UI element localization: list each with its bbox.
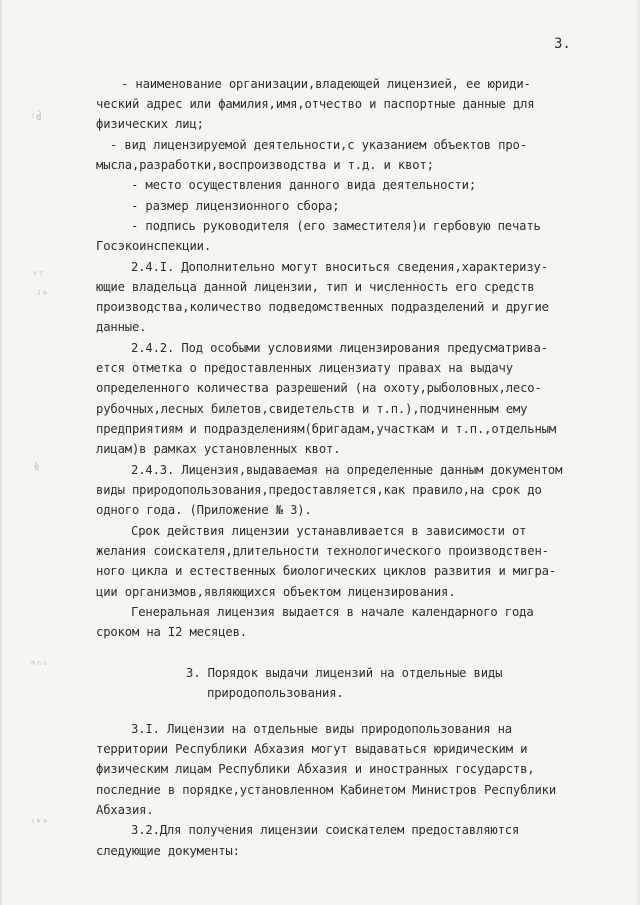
text-line: территории Республики Абхазия могут выдаваться юридическим и <box>96 742 528 756</box>
margin-mark: ᴵᵇ <box>36 290 49 301</box>
text-line: - подпись руководителя (его заместителя)и гербовую печать <box>131 219 541 233</box>
text-line: ющие владельца данной лицензии, тип и численность его средств <box>96 280 535 294</box>
text-line: одного года. (Приложение № 3). <box>96 503 312 517</box>
section-heading: природопользования. <box>207 686 344 700</box>
text-line: Генеральная лицензия выдается в начале календарного года <box>131 605 534 619</box>
text-line: Срок действия лицензии устанавливается в зависимости от <box>131 524 527 538</box>
text-line: Абхазия. <box>96 803 154 817</box>
margin-mark: ᵒᵎ <box>32 270 45 281</box>
text-line: 3.I. Лицензии на отдельные виды природопользования на <box>131 722 512 736</box>
text-line: ческий адрес или фамилия,имя,отчество и паспортные данные для <box>96 97 535 111</box>
margin-mark: ᶦᵏᵊ <box>30 818 49 829</box>
page-number: 3. <box>554 36 571 52</box>
margin-mark: ᵊⁿⁱ <box>30 660 49 671</box>
text-line: следующие документы: <box>96 844 240 858</box>
text-line: - наименование организации,владеющей лицензией, ее юриди- <box>121 77 531 91</box>
text-line: последние в порядке,установленном Кабинетом Министров Республики <box>96 783 556 797</box>
margin-mark: ᵎɗ̀ <box>30 112 43 123</box>
text-line: физическим лицам Республики Абхазия и иностранных государств, <box>96 762 535 776</box>
text-line: виды природопользования,предоставляется,как правило,на срок до <box>96 483 542 497</box>
text-line: сроком на I2 месяцев. <box>96 625 247 639</box>
text-line: определенного количества разрешений (на охоту,рыболовных,лесо- <box>96 381 542 395</box>
text-line: производства,количество подведомственных подразделений и другие <box>96 300 549 314</box>
text-line: 3.2.Для получения лицензии соискателем предоставляются <box>131 823 520 837</box>
margin-mark: ꞩ̀ <box>34 462 40 473</box>
text-line: 2.4.3. Лицензия,выдаваемая на определенные данным документом <box>131 463 563 477</box>
text-line: Госэкоинспекции. <box>96 239 211 253</box>
section-heading: 3. Порядок выдачи лицензий на отдельные виды <box>186 666 503 680</box>
text-line: - вид лицензируемой деятельности,с указанием объектов про- <box>110 138 527 152</box>
text-line: 2.4.I. Дополнительно могут вноситься сведения,характеризу- <box>131 260 548 274</box>
text-line: - размер лицензионного сбора; <box>131 199 340 213</box>
text-line: ции организмов,являющихся объектом лицензирования. <box>96 585 456 599</box>
text-line: лицам)в рамках установленных квот. <box>96 442 341 456</box>
text-line: физических лиц; <box>96 117 204 131</box>
text-line: ется отметка о предоставленных лицензиату правах на выдачу <box>96 361 513 375</box>
text-line: ного цикла и естественных биологических циклов развития и мигра- <box>96 564 556 578</box>
text-line: данные. <box>96 320 147 334</box>
text-line: рубочных,лесных билетов,свидетельств и т.п.),подчиненным ему <box>96 402 528 416</box>
text-line: мысла,разработки,воспроизводства и т.д. и квот; <box>96 158 434 172</box>
text-line: желания соискателя,длительности технологического производствен- <box>96 544 549 558</box>
text-line: - место осуществления данного вида деятельности; <box>131 178 476 192</box>
text-line: предприятиям и подразделениям(бригадам,участкам и т.п.,отдельным <box>96 422 556 436</box>
text-line: 2.4.2. Под особыми условиями лицензирования предусматрива- <box>131 341 548 355</box>
page-edge-shadow-left <box>0 0 2 905</box>
